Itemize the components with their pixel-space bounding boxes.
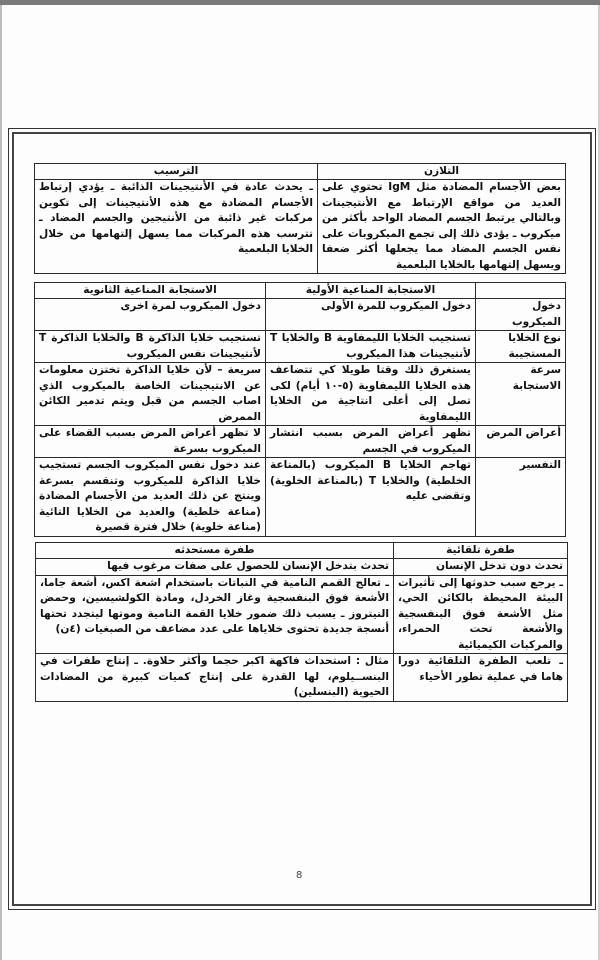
primary-cell: تظهر أعراض المرض بسبب انتشار الميكروب في الجسم: [266, 426, 476, 458]
secondary-cell: سريعة – لأن خلايا الذاكرة تختزن معلومات عن الانتيجينات الخاصة بالميكروب الذي اصاب الجسم من قبل ويتم تدمير الكائن الممرض: [35, 363, 266, 426]
primary-cell: تهاجم الخلايا B الميكروب (بالمناعة الخلطية) والخلايا T (بالمناعة الخلوية) وتقضى عليه: [266, 458, 476, 537]
row-label: سرعة الاستجابة: [476, 363, 566, 426]
spontaneous-cell: ـ تلعب الطفرة التلقائية دورا هاما في عملية تطور الأحياء: [394, 654, 568, 702]
primary-cell: تستجيب الخلايا الليمفاوية B والخلايا T لأنتيجينات هذا الميكروب: [266, 331, 476, 363]
induced-cell: تحدث بتدخل الإنسان للحصول على صفات مرغوب فيها: [36, 559, 394, 576]
spontaneous-cell: ـ يرجع سبب حدوثها إلى تأثيرات البيئة المحيطة بالكائن الحي، مثل الأشعة فوق البنفسجية والأشعة تحت الحمراء، والمركبات الكيميائية: [394, 575, 568, 654]
table-row: [35, 363, 566, 426]
table-row: [35, 331, 566, 363]
secondary-cell: عند دخول نفس الميكروب الجسم تستجيب خلايا الذاكرة للميكروب وتنقسم بسرعة وينتج عن ذلك العديد من الأجسام المضادة (مناعة خلطية) والعديد من الخلايا التائية (مناعة خلوية) خلال فترة قصيرة: [35, 458, 266, 537]
immune-response-table: [34, 282, 566, 537]
precipitation-description: ـ يحدث عادة في الأنتيجينات الذائبة ـ يؤدي إرتباط الأجسام المضادة مع هذه الأنتيجينات إلى تكوين مركبات غير ذائبة من الأنتيجين والجسم المضاد ـ تترسب هذه المركبات مما يسهل إلتهامها من خلال الخلايا البلعمية: [35, 180, 318, 274]
secondary-cell: دخول الميكروب لمرة اخرى: [35, 299, 266, 331]
agglutination-description: بعض الأجسام المضادة مثل IgM تحتوي على العديد من مواقع الإرتباط مع الأنتيجينات وبالتالي يرتبط الجسم المضاد الواحد بأكثر من ميكروب ـ يؤدى ذلك إلى تجمع الميكروبات على نفس الجسم المضاد مما يجعلها أكثر ضعفا ويسهل إلتهامها بالخلايا البلعمية: [318, 180, 566, 274]
row-label: نوع الخلايا المستجيبة: [476, 331, 566, 363]
primary-cell: دخول الميكروب للمرة الأولى: [266, 299, 476, 331]
table-row: [35, 426, 566, 458]
header-secondary-response: الاستجابة المناعية الثانوية: [35, 283, 266, 299]
table-row: [36, 654, 568, 702]
row-label: أعراض المرض: [476, 426, 566, 458]
table-row: [36, 559, 568, 576]
page-edge-left: [0, 5, 2, 960]
induced-cell: مثال : استحداث فاكهة اكبر حجما وأكثر حلاوة. ـ إنتاج طفرات في البنســيلوم، لها القدرة على إنتاج كميات كبيرة من المضادات الحيوية (البنسلين): [36, 654, 394, 702]
header-agglutination: التلازن: [318, 164, 566, 180]
agglutination-precipitation-table: [34, 163, 566, 274]
page-number: 8: [296, 870, 303, 881]
row-label: التفسير: [476, 458, 566, 537]
table-row: [36, 575, 568, 654]
secondary-cell: تستجيب خلايا الذاكرة B والخلايا الذاكرة T لأنتيجينات نفس الميكروب: [35, 331, 266, 363]
header-precipitation: الترسيب: [35, 164, 318, 180]
top-bar: [0, 0, 600, 5]
header-primary-response: الاستجابة المناعية الأولية: [266, 283, 476, 299]
secondary-cell: لا تظهر أعراض المرض بسبب القضاء على الميكروب بسرعة: [35, 426, 266, 458]
row-label: دخول الميكروب: [476, 299, 566, 331]
mutation-table: [35, 542, 568, 702]
induced-cell: ـ تعالج القمم النامية في النباتات باستخدام اشعة اكس، أشعة جاما، الأشعة فوق البنفسجية وغاز الخردل، ومادة الكولشيسين، وحمض النيتروز ـ يسبب ذلك ضمور خلايا القمة النامية وموتها ليتجدد تحتها أنسجة جديدة تحتوى خلاياها على عدد مضاعف من الصبغيات (٤ن): [36, 575, 394, 654]
header-empty: [476, 283, 566, 299]
table-header-row: [35, 164, 566, 180]
primary-cell: يستغرق ذلك وقتا طويلا كي تتضاعف هذه الخلايا الليمفاوية (٥-١٠ أيام) لكى تصل إلى أعلى انتاجية من الخلايا الليمفاوية: [266, 363, 476, 426]
table-header-row: [35, 283, 566, 299]
table-row: [35, 180, 566, 274]
spontaneous-cell: تحدث دون تدخل الإنسان: [394, 559, 568, 576]
header-induced-mutation: طفرة مستحدثه: [36, 543, 394, 559]
table-header-row: [36, 543, 568, 559]
table-row: [35, 299, 566, 331]
table-row: [35, 458, 566, 537]
header-spontaneous-mutation: طفرة تلقائية: [394, 543, 568, 559]
